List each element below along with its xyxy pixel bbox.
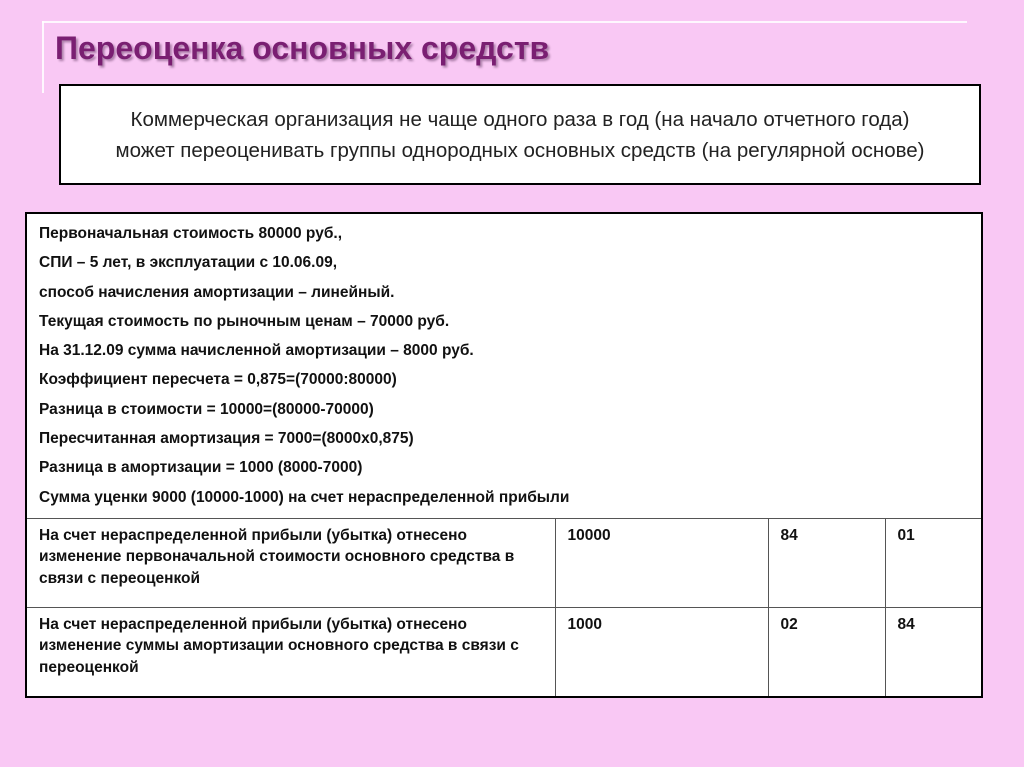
table-row: [26, 607, 982, 697]
facts-cell: [26, 213, 982, 518]
fact-line: СПИ – 5 лет, в эксплуатации с 10.06.09,: [39, 254, 338, 272]
entry-debit: 02: [768, 607, 885, 697]
entry-debit: 84: [768, 518, 885, 607]
fact-line: На 31.12.09 сумма начисленной амортизации – 8000 руб.: [39, 342, 474, 360]
facts-row: [26, 213, 982, 518]
revaluation-table: [25, 212, 983, 698]
fact-line: способ начисления амортизации – линейный.: [39, 283, 395, 301]
entry-amount: 1000: [555, 607, 768, 697]
intro-text: Коммерческая организация не чаще одного раза в год (на начало отчетного года) может переоценивать группы однородных основных средств (на регулярной основе): [115, 107, 925, 162]
entry-credit: 84: [885, 607, 982, 697]
fact-line: Разница в стоимости = 10000=(80000-70000): [39, 400, 374, 418]
fact-line: Разница в амортизации = 1000 (8000-7000): [39, 459, 363, 477]
table-row: [26, 518, 982, 607]
entry-credit: 01: [885, 518, 982, 607]
decorative-line-top: [42, 21, 967, 23]
fact-line: Пересчитанная амортизация = 7000=(8000х0,875): [39, 430, 414, 448]
decorative-line-left: [42, 21, 44, 93]
intro-box: [59, 84, 981, 185]
fact-line: Сумма уценки 9000 (10000-1000) на счет нераспределенной прибыли: [39, 488, 570, 506]
fact-line: Текущая стоимость по рыночным ценам – 70000 руб.: [39, 312, 450, 330]
fact-line: Первоначальная стоимость 80000 руб.,: [39, 225, 342, 242]
entry-amount: 10000: [555, 518, 768, 607]
entry-description: На счет нераспределенной прибыли (убытка) отнесено изменение суммы амортизации основного средства в связи с переоценкой: [26, 607, 555, 697]
entry-description: На счет нераспределенной прибыли (убытка) отнесено изменение первоначальной стоимости основного средства в связи с переоценкой: [26, 518, 555, 607]
page-title: Переоценка основных средств: [55, 30, 550, 66]
fact-line: Коэффициент пересчета = 0,875=(70000:80000): [39, 371, 397, 389]
